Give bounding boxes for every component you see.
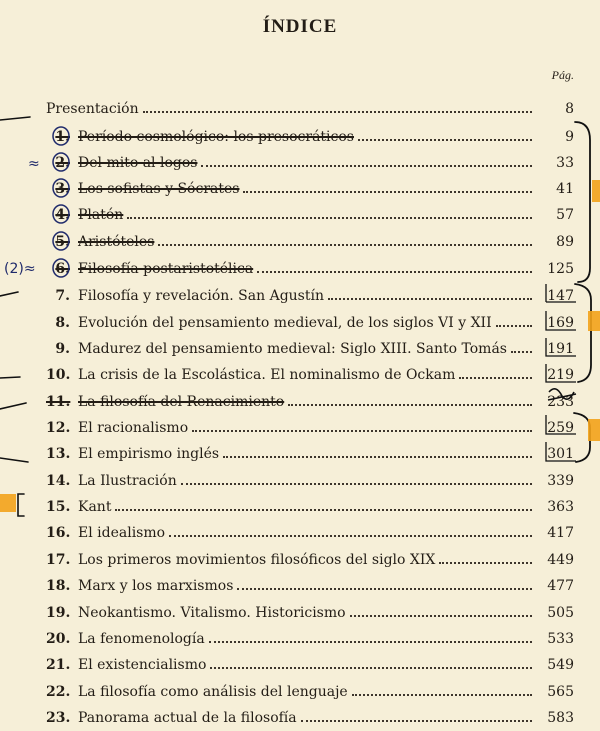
- toc-page-number: 505: [547, 605, 574, 621]
- toc-number: 23.: [46, 710, 71, 726]
- dot-leader: [143, 110, 532, 113]
- toc-label: El empirismo inglés: [78, 446, 220, 462]
- toc-page-number: 565: [547, 684, 574, 700]
- dot-leader: [358, 138, 532, 141]
- toc-entry: [0, 414, 600, 436]
- toc-label: Marx y los marxismos: [78, 578, 234, 594]
- toc-number: 1.: [55, 129, 70, 145]
- toc-entry: [0, 546, 600, 568]
- toc-entry: [0, 519, 600, 541]
- toc-page-number: 89: [556, 234, 574, 250]
- dot-leader: [115, 508, 532, 511]
- toc-number: 16.: [46, 525, 71, 541]
- toc-entry: [0, 467, 600, 489]
- margin-dash: [0, 117, 30, 120]
- toc-entry: [0, 678, 600, 700]
- toc-entry: [0, 651, 600, 673]
- toc-page-number: 583: [547, 710, 574, 726]
- toc-label: Platón: [78, 207, 124, 223]
- toc-number: 12.: [46, 420, 71, 436]
- toc-label: Madurez del pensamiento medieval: Siglo XIII. Santo Tomás: [78, 341, 507, 357]
- toc-page-number: 33: [556, 155, 574, 171]
- dot-leader: [181, 482, 532, 485]
- toc-entry: [0, 282, 600, 304]
- toc-label: Período cosmológico: los presocráticos: [78, 129, 354, 145]
- toc-entry: [0, 704, 600, 726]
- toc-entry: [0, 175, 600, 197]
- toc-label: Kant: [78, 499, 112, 515]
- toc-page-number: 125: [547, 261, 574, 277]
- dot-leader: [243, 190, 532, 193]
- toc-number: 21.: [46, 657, 71, 673]
- toc-entry: [0, 388, 600, 410]
- toc-page-number: 219: [547, 367, 574, 383]
- toc-entry: [0, 228, 600, 250]
- dot-leader: [350, 614, 532, 617]
- note-chapter-6: (2)≈: [4, 261, 36, 277]
- toc-page-number: 8: [565, 101, 574, 117]
- toc-label: La Ilustración: [78, 473, 177, 489]
- dot-leader: [352, 693, 532, 696]
- toc-page-number: 549: [547, 657, 574, 673]
- toc-page-number: 41: [556, 181, 574, 197]
- toc-entry: [0, 123, 600, 145]
- toc-number: 8.: [55, 315, 70, 331]
- toc-page-number: 147: [547, 288, 574, 304]
- toc-label: Neokantismo. Vitalismo. Historicismo: [78, 605, 346, 621]
- toc-entry: [0, 440, 600, 462]
- toc-page-number: 339: [547, 473, 574, 489]
- dot-leader: [496, 324, 532, 327]
- toc-label: Los sofistas y Sócrates: [78, 181, 240, 197]
- dot-leader: [192, 429, 532, 432]
- page-title: ÍNDICE: [262, 16, 338, 37]
- toc-label: Presentación: [46, 101, 139, 117]
- toc-entry: [0, 361, 600, 383]
- toc-page-number: 477: [547, 578, 574, 594]
- toc-number: 2.: [55, 155, 70, 171]
- toc-number: 7.: [55, 288, 70, 304]
- toc-label: Aristóteles: [78, 234, 155, 250]
- toc-number: 14.: [46, 473, 71, 489]
- toc-number: 15.: [46, 499, 71, 515]
- toc-page-number: 9: [565, 129, 574, 145]
- toc-page-number: 259: [547, 420, 574, 436]
- toc-label: La crisis de la Escolástica. El nominalismo de Ockam: [78, 367, 456, 383]
- toc-number: 18.: [46, 578, 71, 594]
- toc-page-number: 449: [547, 552, 574, 568]
- toc-entry: [0, 309, 600, 331]
- toc-label: Filosofía y revelación. San Agustín: [78, 288, 324, 304]
- toc-label: Los primeros movimientos filosóficos del siglo XIX: [78, 552, 436, 568]
- toc-entry: [0, 572, 600, 594]
- toc-page-number: 533: [547, 631, 574, 647]
- toc-number: 10.: [46, 367, 71, 383]
- dot-leader: [127, 216, 532, 219]
- toc-number: 20.: [46, 631, 71, 647]
- toc-page-number: 301: [547, 446, 574, 462]
- toc-number: 13.: [46, 446, 71, 462]
- toc-page-number: 233: [547, 394, 574, 410]
- dot-leader: [210, 666, 532, 669]
- toc-number: 3.: [55, 181, 70, 197]
- toc-page-number: 57: [556, 207, 574, 223]
- dot-leader: [511, 350, 532, 353]
- toc-page-number: 191: [547, 341, 574, 357]
- toc-number: 6.: [55, 261, 70, 277]
- dot-leader: [237, 587, 532, 590]
- dot-leader: [169, 534, 532, 537]
- toc-page-number: 169: [547, 315, 574, 331]
- toc-label: Del mito al logos: [78, 155, 198, 171]
- toc-entry: [0, 335, 600, 357]
- toc-number: 17.: [46, 552, 71, 568]
- toc-number: 9.: [55, 341, 70, 357]
- toc-entry: [0, 255, 600, 277]
- toc-number: 19.: [46, 605, 71, 621]
- toc-number: 4.: [55, 207, 70, 223]
- dot-leader: [223, 455, 532, 458]
- dot-leader: [459, 376, 532, 379]
- toc-page-number: 363: [547, 499, 574, 515]
- toc-label: El idealismo: [78, 525, 166, 541]
- dot-leader: [328, 297, 532, 300]
- dot-leader: [158, 243, 532, 246]
- toc-entry: [0, 493, 600, 515]
- toc-page-number: 417: [547, 525, 574, 541]
- toc-entry: [0, 625, 600, 647]
- toc-label: El racionalismo: [78, 420, 189, 436]
- toc-number: 11.: [46, 394, 71, 410]
- note-chapter-2: ≈: [28, 156, 40, 172]
- toc-label: Panorama actual de la filosofía: [78, 710, 297, 726]
- toc-label: La filosofía del Renacimiento: [78, 394, 285, 410]
- page-column-header: Pág.: [551, 68, 574, 82]
- toc-label: Filosofía postaristotélica: [78, 261, 254, 277]
- toc-label: La filosofía como análisis del lenguaje: [78, 684, 348, 700]
- toc-entry: [0, 599, 600, 621]
- dot-leader: [288, 403, 532, 406]
- dot-leader: [257, 270, 532, 273]
- dot-leader: [201, 164, 532, 167]
- dot-leader: [301, 719, 532, 722]
- toc-number: 5.: [55, 234, 70, 250]
- dot-leader: [209, 640, 532, 643]
- toc-entry: [0, 149, 600, 171]
- toc-label: Evolución del pensamiento medieval, de los siglos VI y XII: [78, 315, 492, 331]
- toc-number: 22.: [46, 684, 71, 700]
- dot-leader: [439, 561, 532, 564]
- toc-label: El existencialismo: [78, 657, 207, 673]
- toc-entry: [0, 201, 600, 223]
- toc-label: La fenomenología: [78, 631, 205, 647]
- toc-presentation: [0, 95, 600, 117]
